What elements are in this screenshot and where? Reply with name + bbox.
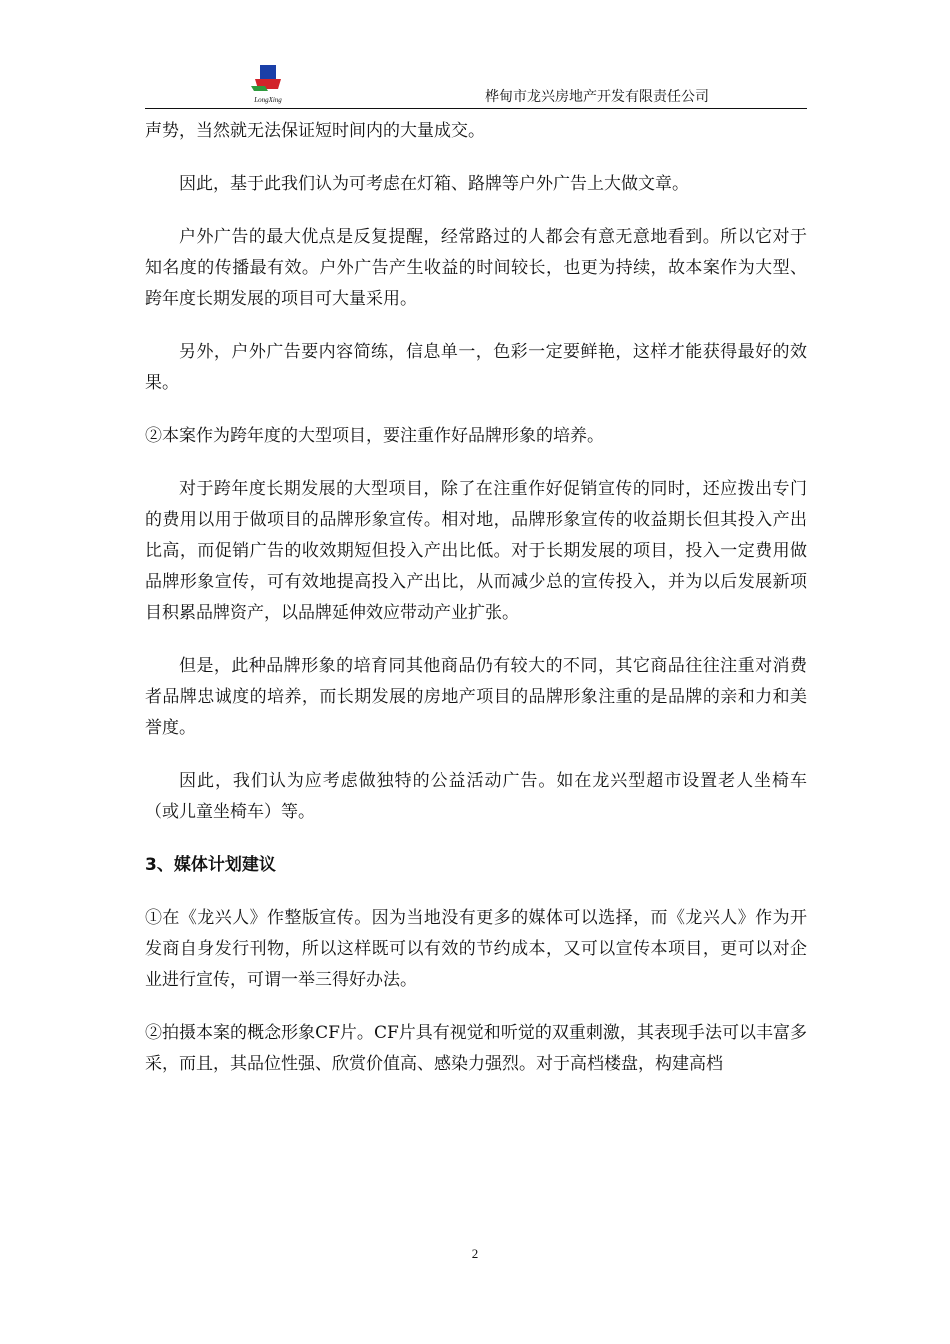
paragraph: 另外，户外广告要内容简练，信息单一，色彩一定要鲜艳，这样才能获得最好的效果。 [145, 342, 807, 393]
page-header [145, 58, 807, 108]
section-heading: 3、媒体计划建议 [145, 855, 276, 875]
numbered-point: ②本案作为跨年度的大型项目，要注重作好品牌形象的培养。 [145, 426, 604, 446]
paragraph: 但是，此种品牌形象的培育同其他商品仍有较大的不同，其它商品往往注重对消费者品牌忠诚度的培养，而长期发展的房地产项目的品牌形象注重的是品牌的亲和力和美誉度。 [145, 656, 807, 738]
company-logo [245, 62, 291, 106]
numbered-point: ①在《龙兴人》作整版宣传。因为当地没有更多的媒体可以选择，而《龙兴人》作为开发商自身发行刊物，所以这样既可以有效的节约成本，又可以宣传本项目，更可以对企业进行宣传，可谓一举三得好办法。 [145, 908, 807, 990]
numbered-point: ②拍摄本案的概念形象CF片。CF片具有视觉和听觉的双重刺激，其表现手法可以丰富多采，而且，其品位性强、欣赏价值高、感染力强烈。对于高档楼盘，构建高档 [145, 1023, 807, 1074]
page-number: 2 [471, 1246, 479, 1261]
paragraph: 因此，我们认为应考虑做独特的公益活动广告。如在龙兴型超市设置老人坐椅车（或儿童坐椅车）等。 [145, 771, 807, 822]
paragraph: 对于跨年度长期发展的大型项目，除了在注重作好促销宣传的同时，还应拨出专门的费用以用于做项目的品牌形象宣传。相对地，品牌形象宣传的收益期长但其投入产出比高，而促销广告的收效期短但投入产出比低。对于长期发展的项目，投入一定费用做品牌形象宣传，可有效地提高投入产出比，从而减少总的宣传投入，并为以后发展新项目积累品牌资产，以品牌延伸效应带动产业扩张。 [145, 479, 807, 623]
paragraph: 因此，基于此我们认为可考虑在灯箱、路牌等户外广告上大做文章。 [179, 174, 689, 194]
logo-wordmark: LongXing [254, 96, 282, 104]
document-body [145, 116, 807, 1102]
paragraph-continuation: 声势，当然就无法保证短时间内的大量成交。 [145, 121, 485, 141]
company-name: 桦甸市龙兴房地产开发有限责任公司 [485, 89, 709, 105]
paragraph: 户外广告的最大优点是反复提醒，经常路过的人都会有意无意地看到。所以它对于知名度的传播最有效。户外广告产生收益的时间较长，也更为持续，故本案作为大型、跨年度长期发展的项目可大量采用。 [145, 227, 807, 309]
header-divider [145, 108, 807, 109]
